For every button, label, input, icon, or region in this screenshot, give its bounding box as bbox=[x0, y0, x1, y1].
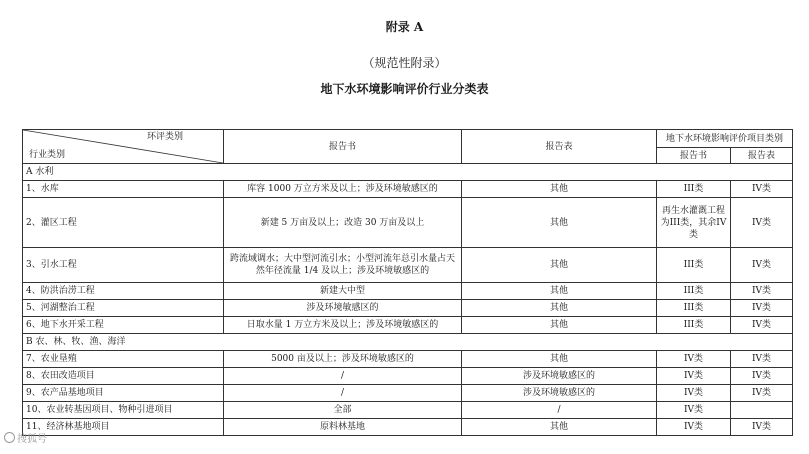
table-row bbox=[23, 300, 793, 317]
table-row bbox=[23, 181, 793, 198]
gw-book-cell: IV类 bbox=[657, 419, 731, 436]
industry-name: 7、农业垦殖 bbox=[23, 351, 224, 368]
report-book-cell: 5000 亩及以上；涉及环境敏感区的 bbox=[224, 351, 462, 368]
gw-book-cell: IV类 bbox=[657, 368, 731, 385]
industry-name: 11、经济林基地项目 bbox=[23, 419, 224, 436]
section-row bbox=[23, 334, 793, 351]
gw-table-cell: IV类 bbox=[731, 368, 793, 385]
gw-table-cell: IV类 bbox=[731, 419, 793, 436]
section-row bbox=[23, 164, 793, 181]
table-title: 地下水环境影响评价行业分类表 bbox=[320, 82, 489, 96]
table-row bbox=[23, 283, 793, 300]
gw-table-cell: IV类 bbox=[731, 248, 793, 283]
gw-book-cell: IV类 bbox=[657, 402, 731, 419]
industry-category-header: 行业类别 bbox=[29, 150, 66, 160]
report-table-cell: 涉及环境敏感区的 bbox=[462, 385, 657, 402]
report-book-cell: 新建 5 万亩及以上；改造 30 万亩及以上 bbox=[224, 198, 462, 248]
table-row bbox=[23, 419, 793, 436]
gw-report-book-header: 报告书 bbox=[657, 148, 731, 164]
industry-name: 3、引水工程 bbox=[23, 248, 224, 283]
watermark bbox=[4, 430, 47, 445]
section-name: B 农、林、牧、渔、海洋 bbox=[23, 334, 793, 351]
report-book-cell: / bbox=[224, 385, 462, 402]
report-table-cell: 其他 bbox=[462, 300, 657, 317]
gw-book-cell: 再生水灌溉工程为III类，其余IV类 bbox=[657, 198, 731, 248]
normative-label: （规范性附录） bbox=[362, 56, 447, 70]
watermark-text: 搜狐号 bbox=[17, 434, 47, 445]
report-table-cell: 涉及环境敏感区的 bbox=[462, 368, 657, 385]
table-row bbox=[23, 317, 793, 334]
appendix-label: 附录 A bbox=[385, 20, 424, 34]
report-book-cell: 原料林基地 bbox=[224, 419, 462, 436]
report-table-cell: 其他 bbox=[462, 248, 657, 283]
gw-book-cell: III类 bbox=[657, 317, 731, 334]
gw-book-cell: III类 bbox=[657, 248, 731, 283]
gw-book-cell: IV类 bbox=[657, 385, 731, 402]
report-table-header: 报告表 bbox=[462, 130, 657, 164]
report-table-cell: 其他 bbox=[462, 317, 657, 334]
diagonal-header-cell bbox=[23, 130, 224, 164]
table-row bbox=[23, 385, 793, 402]
gw-table-cell: IV类 bbox=[731, 181, 793, 198]
gw-table-cell: IV类 bbox=[731, 283, 793, 300]
gw-table-cell: IV类 bbox=[731, 351, 793, 368]
report-table-cell: 其他 bbox=[462, 351, 657, 368]
industry-name: 10、农业转基因项目、物种引进项目 bbox=[23, 402, 224, 419]
report-table-cell: 其他 bbox=[462, 198, 657, 248]
report-book-cell: 日取水量 1 万立方米及以上；涉及环境敏感区的 bbox=[224, 317, 462, 334]
report-table-cell: 其他 bbox=[462, 181, 657, 198]
industry-name: 8、农田改造项目 bbox=[23, 368, 224, 385]
gw-book-cell: III类 bbox=[657, 300, 731, 317]
report-book-cell: 跨流域调水；大中型河流引水；小型河流年总引水量占天然年径流量 1/4 及以上；涉及环境敏感区的 bbox=[224, 248, 462, 283]
report-table-cell: / bbox=[462, 402, 657, 419]
table-row bbox=[23, 368, 793, 385]
env-category-header: 环评类别 bbox=[146, 132, 183, 142]
classification-table bbox=[22, 129, 793, 436]
report-book-cell: 涉及环境敏感区的 bbox=[224, 300, 462, 317]
report-table-cell: 其他 bbox=[462, 283, 657, 300]
report-book-cell: 新建大中型 bbox=[224, 283, 462, 300]
gw-table-cell: IV类 bbox=[731, 300, 793, 317]
table-row bbox=[23, 351, 793, 368]
gw-category-header: 地下水环境影响评价项目类别 bbox=[657, 130, 793, 148]
gw-book-cell: III类 bbox=[657, 181, 731, 198]
report-book-cell: 全部 bbox=[224, 402, 462, 419]
section-name: A 水利 bbox=[23, 164, 793, 181]
industry-name: 9、农产品基地项目 bbox=[23, 385, 224, 402]
gw-book-cell: IV类 bbox=[657, 351, 731, 368]
report-table-cell: 其他 bbox=[462, 419, 657, 436]
industry-name: 1、水库 bbox=[23, 181, 224, 198]
gw-table-cell bbox=[731, 402, 793, 419]
industry-name: 5、河湖整治工程 bbox=[23, 300, 224, 317]
gw-table-cell: IV类 bbox=[731, 385, 793, 402]
table-row bbox=[23, 248, 793, 283]
watermark-icon bbox=[4, 432, 15, 443]
table-row bbox=[23, 198, 793, 248]
gw-table-cell: IV类 bbox=[731, 198, 793, 248]
report-book-cell: 库容 1000 万立方米及以上；涉及环境敏感区的 bbox=[224, 181, 462, 198]
gw-table-cell: IV类 bbox=[731, 317, 793, 334]
industry-name: 2、灌区工程 bbox=[23, 198, 224, 248]
industry-name: 6、地下水开采工程 bbox=[23, 317, 224, 334]
report-book-cell: / bbox=[224, 368, 462, 385]
report-book-header: 报告书 bbox=[224, 130, 462, 164]
table-row bbox=[23, 402, 793, 419]
industry-name: 4、防洪治涝工程 bbox=[23, 283, 224, 300]
gw-report-table-header: 报告表 bbox=[731, 148, 793, 164]
gw-book-cell: III类 bbox=[657, 283, 731, 300]
